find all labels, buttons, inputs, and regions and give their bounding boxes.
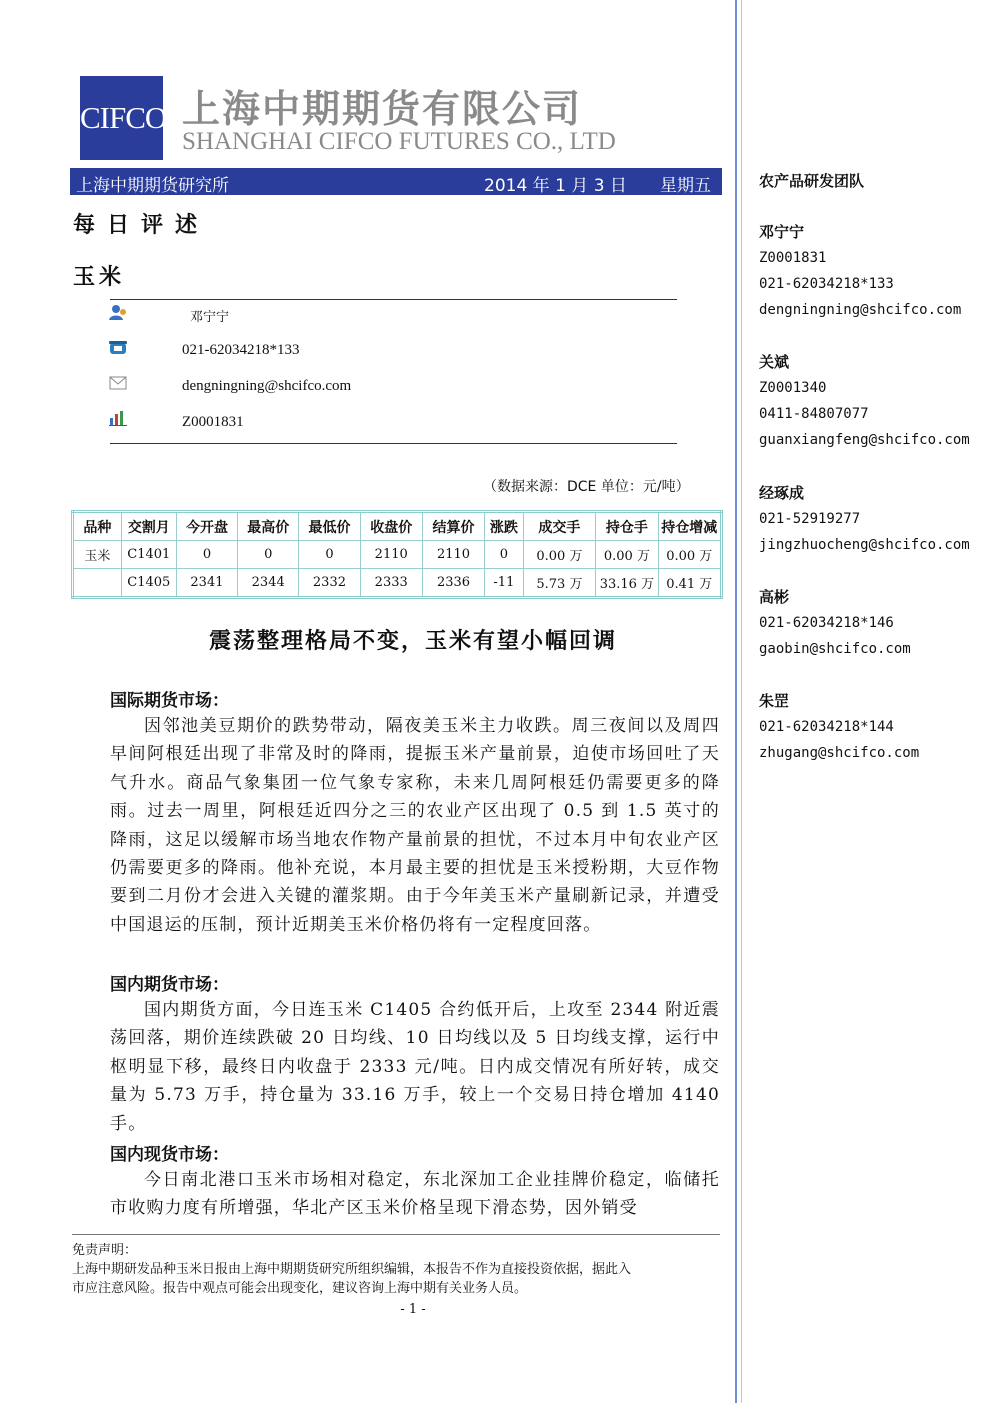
contact-name: 朱罡 (759, 692, 790, 710)
column-header: 品种 (73, 512, 122, 541)
column-header: 收盘价 (360, 512, 422, 541)
column-header: 交割月 (121, 512, 176, 541)
contact-name: 高彬 (759, 588, 790, 606)
table-cell: 0.00 万 (596, 541, 658, 569)
commodity-heading: 玉米 (73, 264, 126, 290)
table-cell: 玉米 (73, 541, 122, 569)
table-cell: 0 (485, 541, 523, 569)
contact-name: 关斌 (759, 353, 790, 371)
table-cell: 2344 (238, 569, 299, 598)
report-weekday: 星期五 (660, 176, 711, 196)
table-cell: 0 (176, 541, 237, 569)
table-cell: 0 (238, 541, 299, 569)
company-name-cn: 上海中期期货有限公司 (182, 87, 583, 131)
report-type-heading: 每日评述 (73, 212, 210, 238)
person-icon (108, 303, 128, 325)
company-logo: CIFCO (80, 76, 163, 160)
table-cell (73, 569, 122, 598)
contact-card (759, 480, 970, 558)
quote-table (71, 510, 723, 599)
table-cell: 0.41 万 (658, 569, 721, 598)
footer-divider (72, 1234, 720, 1235)
report-date: 2014 年 1 月 3 日 (484, 176, 627, 196)
table-cell: 33.16 万 (596, 569, 658, 598)
contact-detail: 021-62034218*146 (759, 615, 894, 631)
analyst-email: dengningning@shcifco.com (182, 378, 352, 394)
contact-detail: 0411-84807077 (759, 406, 869, 422)
phone-icon (108, 339, 128, 361)
contact-card (759, 349, 970, 453)
contact-email[interactable]: gaobin@shcifco.com (759, 641, 911, 657)
contact-card (759, 584, 911, 662)
contact-email[interactable]: jingzhuocheng@shcifco.com (759, 537, 970, 553)
table-cell: C1401 (121, 541, 176, 569)
column-header: 最低价 (299, 512, 360, 541)
column-header: 结算价 (422, 512, 484, 541)
table-cell: 2341 (176, 569, 237, 598)
table-cell: 2110 (360, 541, 422, 569)
contact-detail: Z0001340 (759, 380, 827, 396)
column-header: 今开盘 (176, 512, 237, 541)
analyst-license: Z0001831 (182, 414, 244, 430)
contact-detail: 021-62034218*133 (759, 276, 894, 292)
contact-detail: 021-52919277 (759, 511, 861, 527)
contact-email[interactable]: zhugang@shcifco.com (759, 745, 920, 761)
section-body: 今日南北港口玉米市场相对稳定，东北深加工企业挂牌价稳定，临储托市收购力度有所增强，华北产区玉米价格呈现下滑态势，因外销受 (110, 1170, 720, 1219)
table-cell: C1405 (121, 569, 176, 598)
contact-card (759, 688, 919, 766)
chart-icon (108, 409, 128, 431)
analyst-name: 邓宁宁 (190, 310, 230, 325)
contact-email[interactable]: guanxiangfeng@shcifco.com (759, 432, 970, 448)
section-title: 国内现货市场： (110, 1145, 229, 1165)
table-cell: 0 (299, 541, 360, 569)
article-headline: 震荡整理格局不变，玉米有望小幅回调 (208, 629, 617, 654)
section-title: 国内期货市场： (110, 975, 229, 995)
column-header: 成交手 (523, 512, 596, 541)
company-name-en: SHANGHAI CIFCO FUTURES CO., LTD (182, 128, 616, 155)
contact-email[interactable]: dengningning@shcifco.com (759, 302, 962, 318)
data-source-note: （数据来源：DCE 单位：元/吨） (483, 479, 690, 495)
contact-detail: 021-62034218*144 (759, 719, 894, 735)
column-header: 涨跌 (485, 512, 523, 541)
team-title: 农产品研发团队 (759, 172, 865, 190)
table-cell: 2332 (299, 569, 360, 598)
table-cell: 2336 (422, 569, 484, 598)
table-cell: 2333 (360, 569, 422, 598)
column-header: 持仓手 (596, 512, 658, 541)
table-cell: 2110 (422, 541, 484, 569)
contact-sidebar (735, 0, 992, 1403)
table-cell: -11 (485, 569, 523, 598)
institute-name: 上海中期期货研究所 (76, 176, 229, 196)
section-body: 因邻池美豆期价的跌势带动，隔夜美玉米主力收跌。周三夜间以及周四早间阿根廷出现了非常及时的降雨，提振玉米产量前景，迫使市场回吐了天气升水。商品气象集团一位气象专家称，未来几周阿根廷仍需要更多的降雨。过去一周里，阿根廷近四分之三的农业产区出现了 0.5 到 1.5 英寸的降雨，这足以缓解市场当地农作物产量前景的担忧，不过本月中旬农业产区仍需要更多的降雨。他补充说，本月最主要的担忧是玉米授粉期，大豆作物要到二月份才会进入关键的灌浆期。由于今年美玉米产量刷新记录，并遭受中国退运的压制，预计近期美玉米价格仍将有一定程度回落。 (110, 716, 720, 935)
header-banner (70, 168, 722, 195)
divider (110, 443, 677, 444)
contact-name: 经琢成 (759, 484, 805, 502)
table-cell: 5.73 万 (523, 569, 596, 598)
analyst-phone: 021-62034218*133 (182, 342, 300, 358)
page-number: - 1 - (400, 1302, 426, 1317)
section-body: 国内期货方面，今日连玉米 C1405 合约低开后，上攻至 2344 附近震荡回落，期价连续跌破 20 日均线、10 日均线以及 5 日均线支撑，运行中枢明显下移，最终日内收盘于 2333 元/吨。日内成交情况有所好转，成交量为 5.73 万手，持仓量为 33.16 万手，较上一个交易日持仓增加 4140 手。 (110, 1000, 720, 1134)
contact-name: 邓宁宁 (759, 223, 805, 241)
divider (110, 299, 677, 300)
table-header-row (73, 512, 722, 541)
disclaimer-title: 免责声明： (72, 1243, 138, 1258)
table-row (73, 569, 722, 598)
section-title: 国际期货市场： (110, 691, 229, 711)
contact-card (759, 219, 961, 323)
table-row (73, 541, 722, 569)
column-header: 持仓增减 (658, 512, 721, 541)
column-header: 最高价 (238, 512, 299, 541)
table-cell: 0.00 万 (658, 541, 721, 569)
disclaimer-line: 上海中期研发品种玉米日报由上海中期期货研究所组织编辑，本报告不作为直接投资依据，据此入 (72, 1262, 632, 1277)
table-cell: 0.00 万 (523, 541, 596, 569)
disclaimer-line: 市应注意风险。报告中观点可能会出现变化，建议咨询上海中期有关业务人员。 (72, 1281, 528, 1296)
email-icon (108, 374, 128, 396)
contact-detail: Z0001831 (759, 250, 827, 266)
